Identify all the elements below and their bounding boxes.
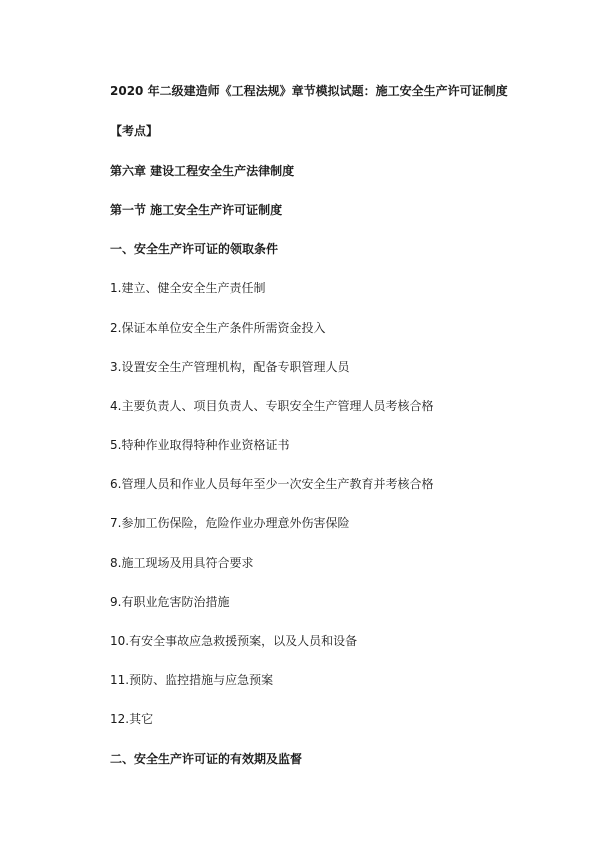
list-item: 5.特种作业取得特种作业资格证书 — [110, 438, 290, 452]
list-item: 7.参加工伤保险，危险作业办理意外伤害保险 — [110, 516, 350, 530]
heading-license-conditions: 一、安全生产许可证的领取条件 — [110, 242, 279, 256]
list-item: 3.设置安全生产管理机构，配备专职管理人员 — [110, 360, 350, 374]
list-item: 9.有职业危害防治措施 — [110, 595, 230, 609]
section-heading: 第一节 施工安全生产许可证制度 — [110, 203, 283, 217]
exam-point-label: 【考点】 — [110, 124, 159, 138]
list-item: 6.管理人员和作业人员每年至少一次安全生产教育并考核合格 — [110, 477, 434, 491]
list-item: 4.主要负责人、项目负责人、专职安全生产管理人员考核合格 — [110, 399, 434, 413]
heading-license-validity: 二、安全生产许可证的有效期及监督 — [110, 752, 303, 766]
list-item: 10.有安全事故应急救援预案，以及人员和设备 — [110, 634, 358, 648]
list-item: 2.保证本单位安全生产条件所需资金投入 — [110, 321, 326, 335]
list-item: 8.施工现场及用具符合要求 — [110, 556, 254, 570]
chapter-heading: 第六章 建设工程安全生产法律制度 — [110, 164, 295, 178]
list-item: 1.建立、健全安全生产责任制 — [110, 281, 266, 295]
document-title: 2020 年二级建造师《工程法规》章节模拟试题：施工安全生产许可证制度 — [110, 84, 508, 98]
list-item: 11.预防、监控措施与应急预案 — [110, 673, 274, 687]
list-item: 12.其它 — [110, 712, 154, 726]
